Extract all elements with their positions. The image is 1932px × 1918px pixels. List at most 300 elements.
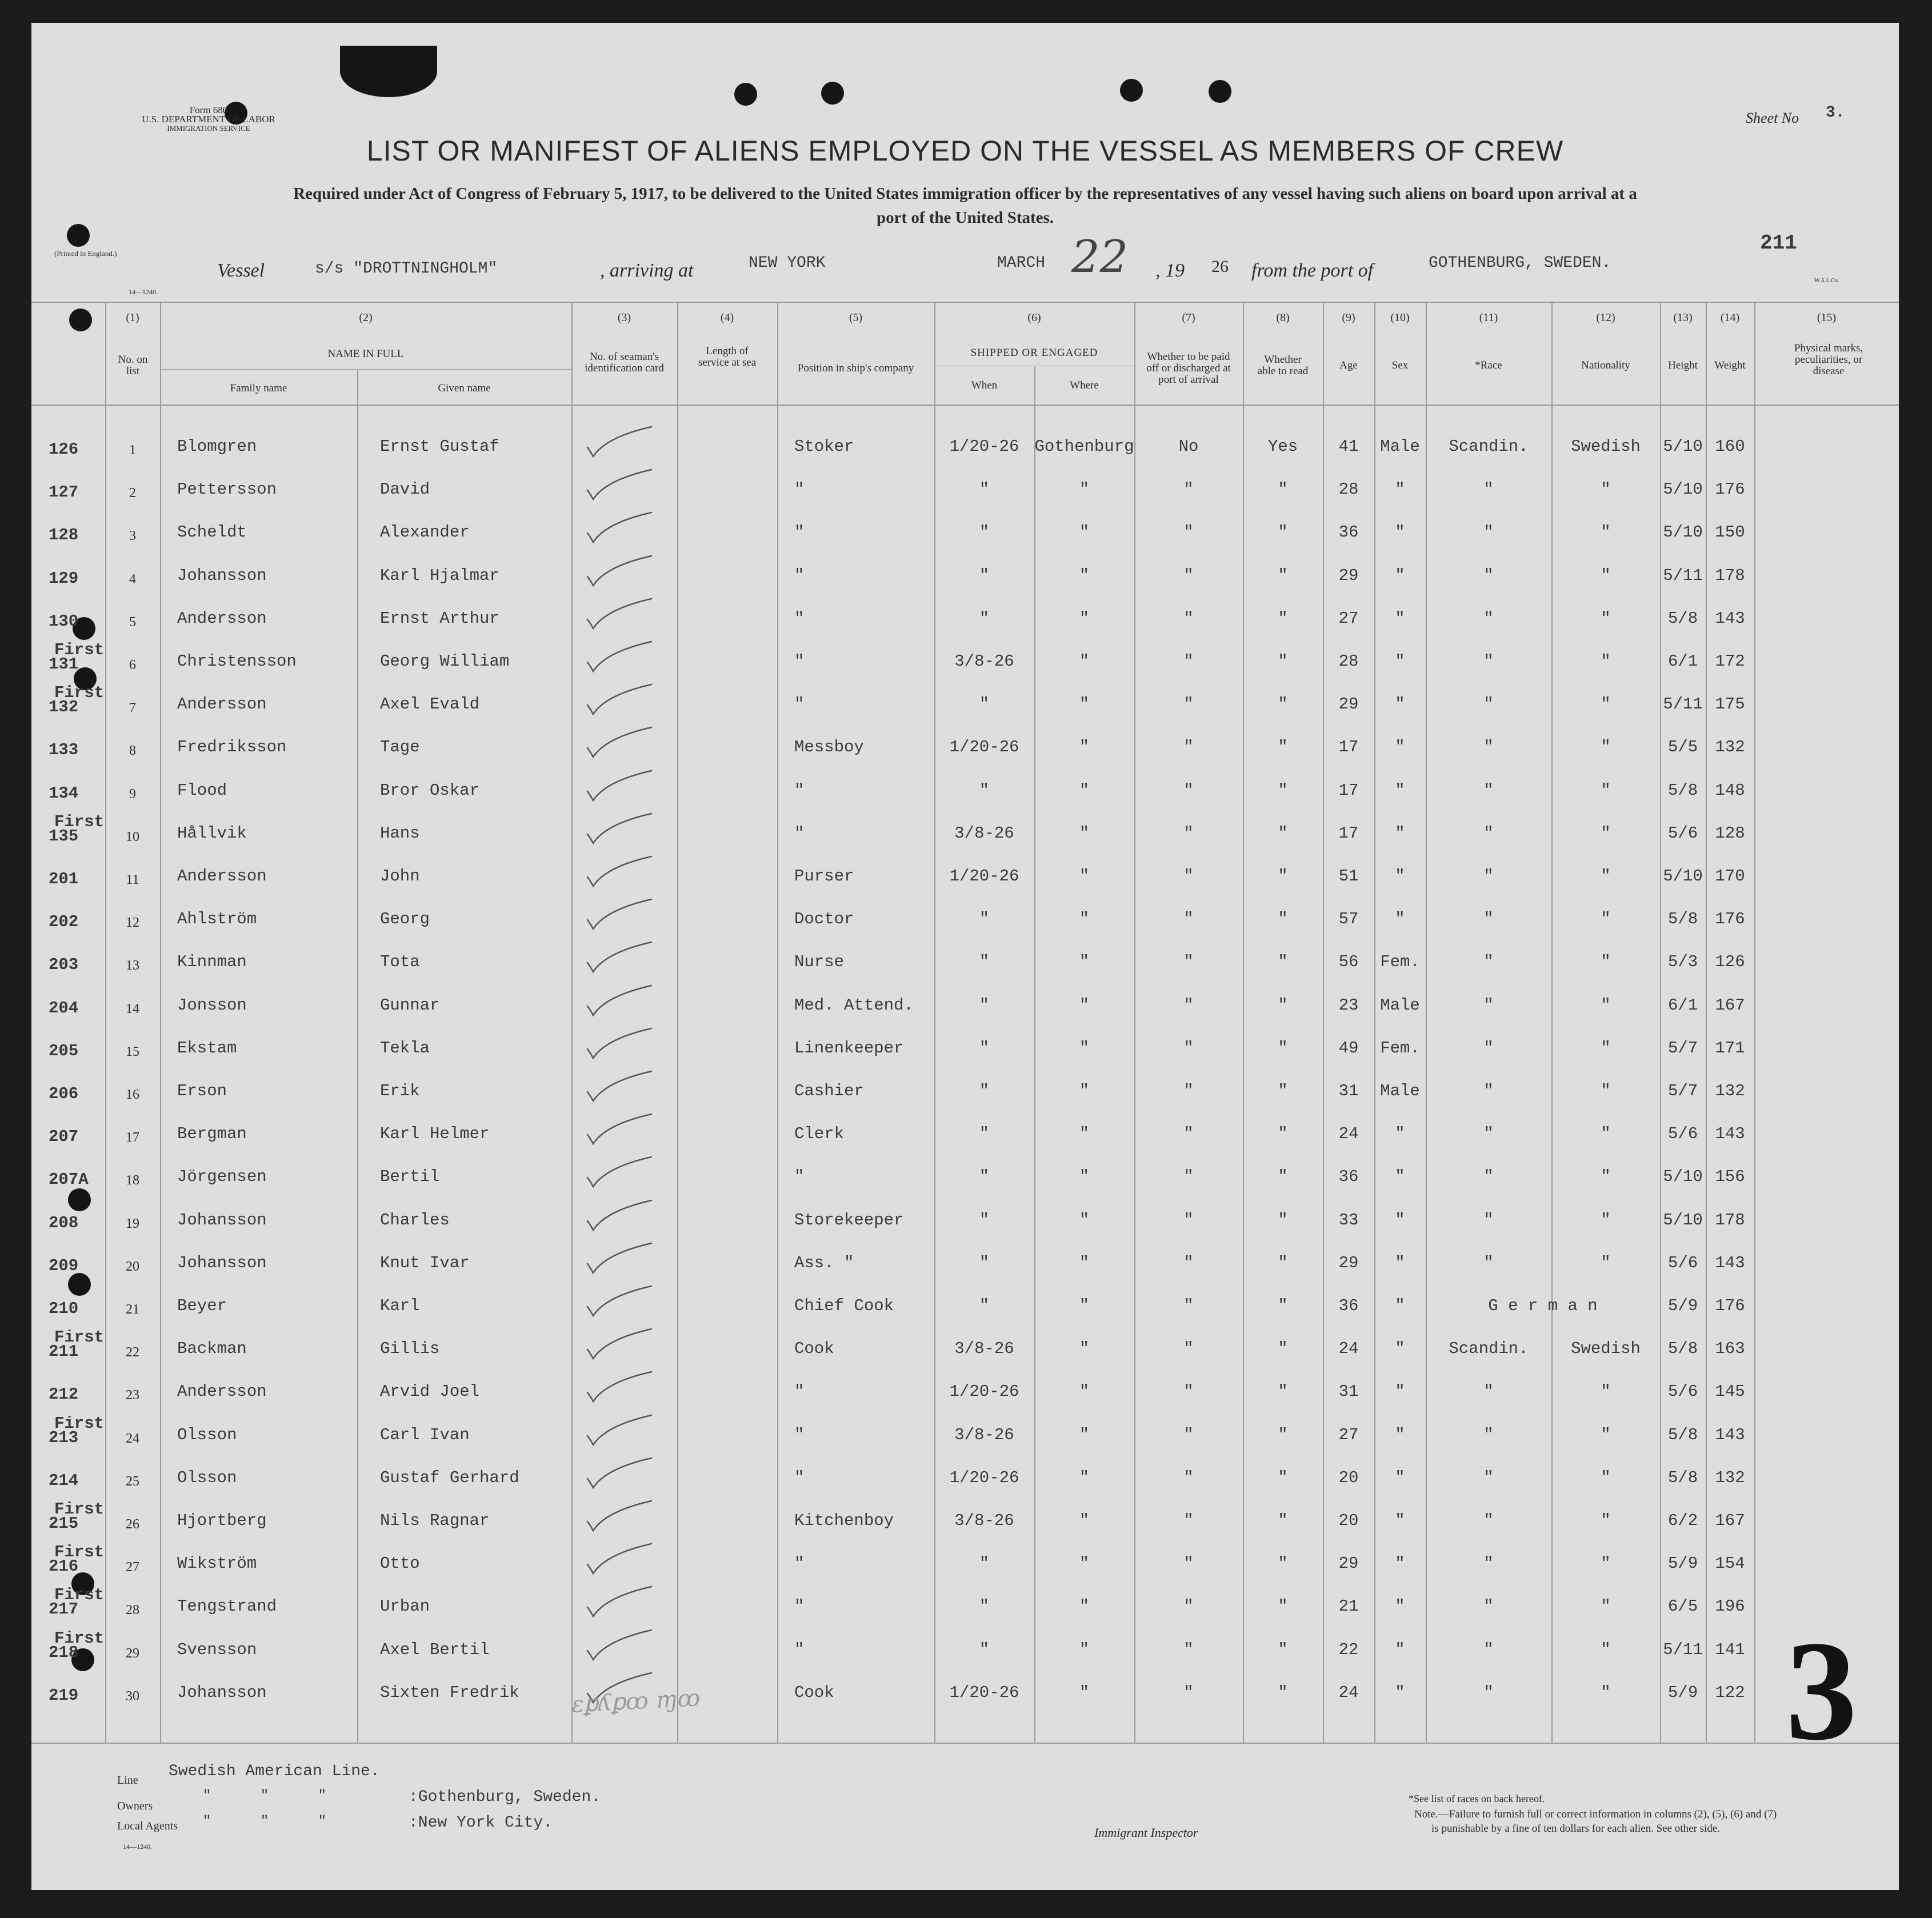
required-line-1: Required under Act of Congress of February 5, 1917, to be delivered to the United States immigration officer by the representatives of any vessel having such aliens on board upon arrival at a: [293, 185, 1637, 203]
colnum-2: (2): [359, 311, 373, 324]
cell-height: 6/5: [1667, 1597, 1698, 1616]
cell-position: ": [794, 695, 805, 714]
header-height: Height: [1668, 359, 1698, 371]
cell-where: ": [1079, 1339, 1090, 1359]
cell-where: ": [1079, 1597, 1090, 1616]
arrival-month: MARCH: [997, 254, 1046, 272]
cell-family: Beyer: [177, 1296, 227, 1315]
cell-where: ": [1079, 1683, 1090, 1702]
from-label: from the port of: [1251, 260, 1374, 281]
cell-paid: ": [1183, 523, 1194, 542]
cell-height: 5/8: [1667, 608, 1698, 628]
cell-where: ": [1079, 1210, 1090, 1230]
department: U.S. DEPARTMENT OF LABOR: [142, 114, 275, 125]
checkmark-icon: [583, 506, 663, 546]
cell-when: 1/20-26: [949, 1382, 1019, 1402]
cell-height: 5/11: [1663, 1640, 1703, 1659]
cell-given: Alexander: [380, 523, 470, 542]
cell-where: ": [1079, 995, 1090, 1015]
cell-given: Bror Oskar: [380, 780, 480, 800]
cell-weight: 196: [1715, 1597, 1745, 1616]
cell-age: 24: [1338, 1124, 1359, 1144]
cell-when: ": [979, 910, 990, 929]
cell-height: 5/6: [1667, 823, 1698, 843]
cell-age: 36: [1338, 1296, 1359, 1315]
cell-given: Axel Evald: [380, 695, 480, 714]
checkmark-icon: [583, 1537, 663, 1577]
cell-no: 27: [126, 1560, 139, 1575]
cell-weight: 171: [1715, 1038, 1745, 1058]
cell-weight: 178: [1715, 566, 1745, 585]
cell-race: ": [1483, 608, 1494, 628]
cell-read: ": [1278, 995, 1288, 1015]
cell-position: ": [794, 1640, 805, 1659]
cell-where: ": [1079, 738, 1090, 757]
row-reference: 128: [49, 526, 79, 545]
cell-weight: 156: [1715, 1167, 1745, 1187]
cell-height: 5/10: [1663, 523, 1703, 542]
cell-age: 17: [1338, 823, 1359, 843]
cell-weight: 160: [1715, 437, 1745, 456]
cell-position: ": [794, 1425, 805, 1444]
punch-hole: [821, 82, 844, 105]
cell-no: 20: [126, 1259, 139, 1274]
cell-nat: ": [1601, 823, 1611, 843]
cell-given: Tage: [380, 738, 420, 757]
cell-when: ": [979, 1296, 990, 1315]
cell-sex: Male: [1380, 1082, 1420, 1100]
colnum-13: (13): [1673, 311, 1693, 324]
header-no-on-list: No. on list: [118, 354, 148, 377]
cell-family: Johansson: [177, 566, 267, 585]
cell-read: ": [1278, 867, 1288, 886]
penalty-note-1: Note.—Failure to furnish full or correct information in columns (2), (5), (6) and (7): [1414, 1808, 1777, 1820]
cell-height: 5/7: [1667, 1082, 1698, 1100]
cell-where: ": [1079, 1511, 1090, 1530]
checkmark-icon: [583, 592, 663, 632]
row-reference: 215: [49, 1514, 79, 1533]
cell-no: 14: [126, 1001, 139, 1016]
cell-family: Jonsson: [177, 995, 247, 1015]
row-reference: 217: [49, 1600, 79, 1619]
cell-when: 1/20-26: [949, 867, 1019, 886]
cell-given: Gustaf Gerhard: [380, 1468, 519, 1487]
cell-paid: ": [1183, 1382, 1194, 1402]
cell-sex: ": [1395, 1468, 1405, 1487]
cell-race: ": [1483, 523, 1494, 542]
header-length-service: Length of service at sea: [698, 345, 757, 369]
cell-height: 5/9: [1667, 1554, 1698, 1573]
cell-weight: 148: [1715, 780, 1745, 800]
cell-family: Johansson: [177, 1253, 267, 1272]
cell-nat: ": [1601, 1640, 1611, 1659]
checkmark-icon: [583, 1279, 663, 1319]
cell-given: Bertil: [380, 1167, 440, 1187]
cell-where: ": [1079, 1167, 1090, 1187]
vessel-label: Vessel: [217, 260, 265, 281]
cell-given: Erik: [380, 1082, 420, 1100]
cell-no: 2: [129, 486, 136, 501]
row-reference: 209: [49, 1256, 79, 1275]
checkmark-icon: [583, 1322, 663, 1362]
cell-where: ": [1079, 867, 1090, 886]
cell-where: ": [1079, 566, 1090, 585]
punch-hole: [69, 309, 92, 331]
cell-read: ": [1278, 823, 1288, 843]
row-reference: 216: [49, 1557, 79, 1576]
cell-given: Gunnar: [380, 995, 440, 1015]
cell-race: ": [1483, 823, 1494, 843]
cell-where: ": [1079, 695, 1090, 714]
cell-nat: ": [1601, 1554, 1611, 1573]
header-nationality: Nationality: [1581, 359, 1630, 371]
inspector-label: Immigrant Inspector: [1094, 1825, 1198, 1840]
cell-age: 36: [1338, 523, 1359, 542]
cell-no: 22: [126, 1345, 139, 1360]
header-race: *Race: [1475, 359, 1502, 371]
cell-age: 27: [1338, 608, 1359, 628]
owners-label: Owners: [117, 1800, 153, 1812]
cell-height: 5/5: [1667, 738, 1698, 757]
cell-weight: 176: [1715, 1296, 1745, 1315]
cell-nat: ": [1601, 780, 1611, 800]
cell-weight: 150: [1715, 523, 1745, 542]
checkmark-icon: [583, 935, 663, 975]
cell-nat: ": [1601, 995, 1611, 1015]
cell-nat: ": [1601, 1382, 1611, 1402]
cell-race: ": [1483, 1253, 1494, 1272]
cell-family: Ekstam: [177, 1038, 237, 1058]
cell-family: Wikström: [177, 1554, 257, 1573]
cell-when: ": [979, 1210, 990, 1230]
cell-when: ": [979, 1554, 990, 1573]
cell-read: ": [1278, 910, 1288, 929]
cell-sex: ": [1395, 1382, 1405, 1402]
colnum-15: (15): [1817, 311, 1837, 324]
row-reference: 207: [49, 1127, 79, 1147]
cell-given: John: [380, 867, 420, 886]
cell-when: ": [979, 1640, 990, 1659]
header-physical-marks: Physical marks, peculiarities, or disease: [1794, 342, 1863, 377]
cell-given: Axel Bertil: [380, 1640, 490, 1659]
cell-no: 3: [129, 528, 136, 544]
cell-no: 4: [129, 571, 136, 587]
cell-height: 5/6: [1667, 1382, 1698, 1402]
year-prefix: , 19: [1155, 260, 1185, 281]
cell-weight: 167: [1715, 1511, 1745, 1530]
cell-sex: Male: [1380, 995, 1420, 1015]
cell-sex: ": [1395, 823, 1405, 843]
cell-paid: ": [1183, 1082, 1194, 1100]
cell-no: 13: [126, 958, 139, 974]
cell-read: ": [1278, 1597, 1288, 1616]
cell-where: ": [1079, 1425, 1090, 1444]
cell-height: 5/8: [1667, 780, 1698, 800]
cell-nat: ": [1601, 1683, 1611, 1702]
cell-read: ": [1278, 1468, 1288, 1487]
cell-age: 27: [1338, 1425, 1359, 1444]
header-name-in-full: NAME IN FULL: [327, 348, 404, 360]
agents-label: Local Agents: [117, 1820, 178, 1832]
colnum-3: (3): [617, 311, 631, 324]
page-title: LIST OR MANIFEST OF ALIENS EMPLOYED ON THE VESSEL AS MEMBERS OF CREW: [366, 135, 1564, 167]
cell-no: 5: [129, 614, 136, 630]
cell-family: Andersson: [177, 695, 267, 714]
cell-age: 20: [1338, 1511, 1359, 1530]
cell-read: ": [1278, 1038, 1288, 1058]
cell-when: 3/8-26: [954, 652, 1014, 671]
cell-no: 1: [129, 443, 136, 458]
cell-sex: ": [1395, 1683, 1405, 1702]
cell-read: ": [1278, 1640, 1288, 1659]
cell-where: ": [1079, 1038, 1090, 1058]
cell-height: 5/3: [1667, 952, 1698, 972]
cell-height: 5/7: [1667, 1038, 1698, 1058]
cell-no: 29: [126, 1645, 139, 1661]
header-weight: Weight: [1714, 359, 1746, 371]
cell-age: 29: [1338, 695, 1359, 714]
cell-family: Erson: [177, 1082, 227, 1100]
row-reference: 134: [49, 783, 79, 803]
cell-family: Blomgren: [177, 437, 257, 456]
cell-read: ": [1278, 1167, 1288, 1187]
row-reference: 135: [49, 826, 79, 846]
cell-paid: ": [1183, 1210, 1194, 1230]
line-label: Line: [117, 1774, 138, 1787]
checkmark-icon: [583, 1064, 663, 1104]
vessel-name: s/s "DROTTNINGHOLM": [315, 260, 498, 278]
cell-position: Chief Cook: [794, 1296, 894, 1315]
cell-sex: ": [1395, 910, 1405, 929]
cell-race: ": [1483, 738, 1494, 757]
cell-paid: ": [1183, 1167, 1194, 1187]
checkmark-icon: [583, 1494, 663, 1534]
punch-hole: [1120, 79, 1143, 102]
cell-height: 5/6: [1667, 1124, 1698, 1144]
cell-paid: No: [1178, 437, 1199, 456]
first-trip-mark: First: [54, 1414, 105, 1433]
cell-sex: ": [1395, 1511, 1405, 1530]
form-code-bottom: 14—1240.: [123, 1843, 152, 1851]
cell-weight: 170: [1715, 867, 1745, 886]
cell-when: ": [979, 1167, 990, 1187]
cell-read: ": [1278, 1082, 1288, 1100]
cell-paid: ": [1183, 867, 1194, 886]
cell-where: ": [1079, 480, 1090, 499]
cell-position: ": [794, 652, 805, 671]
cell-height: 6/2: [1667, 1511, 1698, 1530]
cell-no: 8: [129, 743, 136, 759]
cell-no: 26: [126, 1517, 139, 1532]
cell-when: ": [979, 480, 990, 499]
cell-read: ": [1278, 608, 1288, 628]
cell-when: ": [979, 608, 990, 628]
cell-family: Andersson: [177, 608, 267, 628]
cell-family: Pettersson: [177, 480, 277, 499]
cell-family: Jörgensen: [177, 1167, 267, 1187]
cell-family: Tengstrand: [177, 1597, 277, 1616]
checkmark-icon: [583, 807, 663, 847]
cell-sex: ": [1395, 1554, 1405, 1573]
cell-when: 1/20-26: [949, 437, 1019, 456]
cell-given: Tekla: [380, 1038, 430, 1058]
cell-family: Johansson: [177, 1210, 267, 1230]
cell-height: 5/8: [1667, 910, 1698, 929]
cell-age: 28: [1338, 480, 1359, 499]
colnum-6: (6): [1027, 311, 1041, 324]
cell-where: ": [1079, 1253, 1090, 1272]
header-given-name: Given name: [438, 382, 491, 394]
cell-nat: ": [1601, 480, 1611, 499]
cell-where: ": [1079, 1382, 1090, 1402]
cell-no: 19: [126, 1216, 139, 1231]
checkmark-icon: [583, 1194, 663, 1234]
cell-nat: ": [1601, 952, 1611, 972]
cell-nat: ": [1601, 608, 1611, 628]
row-reference: 126: [49, 440, 79, 459]
cell-nat: ": [1601, 1038, 1611, 1058]
form-identifier: [111, 106, 306, 133]
cell-position: ": [794, 480, 805, 499]
cell-age: 56: [1338, 952, 1359, 972]
cell-weight: 167: [1715, 995, 1745, 1015]
header-position: Position in ship's company: [797, 362, 914, 374]
cell-no: 9: [129, 786, 136, 802]
first-trip-mark: First: [54, 1500, 105, 1519]
header-able-read: Whether able to read: [1257, 354, 1309, 377]
punch-hole: [68, 1273, 91, 1296]
cell-paid: ": [1183, 1468, 1194, 1487]
cell-no: 17: [126, 1130, 139, 1146]
cell-position: Ass. ": [794, 1253, 854, 1272]
cell-given: Georg: [380, 910, 430, 929]
header-where: Where: [1070, 379, 1099, 391]
cell-height: 5/6: [1667, 1253, 1698, 1272]
cell-height: 5/11: [1663, 566, 1703, 585]
cell-read: ": [1278, 1210, 1288, 1230]
cell-age: 29: [1338, 566, 1359, 585]
checkmark-icon: [583, 979, 663, 1019]
cell-weight: 154: [1715, 1554, 1745, 1573]
cell-given: Hans: [380, 823, 420, 843]
cell-nat: ": [1601, 566, 1611, 585]
cell-sex: ": [1395, 523, 1405, 542]
cell-sex: ": [1395, 1425, 1405, 1444]
cell-where: ": [1079, 1296, 1090, 1315]
agents-ditto: " " ": [203, 1814, 327, 1829]
cell-weight: 126: [1715, 952, 1745, 972]
cell-position: ": [794, 566, 805, 585]
cell-race-nationality: G e r m a n: [1488, 1296, 1598, 1315]
header-bottom-rule: [31, 405, 1899, 406]
colnum-9: (9): [1342, 311, 1355, 324]
checkmark-icon: [583, 1451, 663, 1491]
cell-paid: ": [1183, 1038, 1194, 1058]
row-reference: 202: [49, 912, 79, 932]
header-family-name: Family name: [230, 382, 287, 394]
cell-nat: ": [1601, 695, 1611, 714]
cell-weight: 143: [1715, 1425, 1745, 1444]
cell-paid: ": [1183, 1124, 1194, 1144]
table-top-rule: [31, 302, 1899, 303]
cell-when: ": [979, 1253, 990, 1272]
cell-where: ": [1079, 1468, 1090, 1487]
row-reference: 203: [49, 955, 79, 975]
cell-read: ": [1278, 1554, 1288, 1573]
cell-paid: ": [1183, 1511, 1194, 1530]
cell-given: Knut Ivar: [380, 1253, 470, 1272]
cell-paid: ": [1183, 695, 1194, 714]
departure-port: GOTHENBURG, SWEDEN.: [1429, 254, 1611, 272]
cell-read: ": [1278, 1339, 1288, 1359]
cell-sex: ": [1395, 1339, 1405, 1359]
cell-family: Christensson: [177, 652, 297, 671]
cell-given: Sixten Fredrik: [380, 1683, 519, 1702]
cell-read: ": [1278, 652, 1288, 671]
cell-position: Stoker: [794, 437, 854, 456]
cell-race: ": [1483, 910, 1494, 929]
cell-sex: ": [1395, 1296, 1405, 1315]
cell-race: Scandin.: [1449, 1339, 1529, 1359]
cell-read: ": [1278, 1425, 1288, 1444]
cell-age: 17: [1338, 780, 1359, 800]
punch-hole: [68, 1188, 91, 1211]
cell-weight: 132: [1715, 1468, 1745, 1487]
cell-race: ": [1483, 695, 1494, 714]
cell-paid: ": [1183, 480, 1194, 499]
cell-nat: ": [1601, 1425, 1611, 1444]
cell-age: 33: [1338, 1210, 1359, 1230]
cell-paid: ": [1183, 1597, 1194, 1616]
cell-position: Cashier: [794, 1082, 864, 1100]
cell-nat: ": [1601, 1253, 1611, 1272]
first-trip-mark: First: [54, 812, 105, 831]
row-reference: 213: [49, 1428, 79, 1447]
name-subrule: [160, 369, 571, 370]
cell-weight: 175: [1715, 695, 1745, 714]
arrival-day: 22: [1071, 231, 1129, 283]
cell-race: ": [1483, 995, 1494, 1015]
cell-position: Messboy: [794, 738, 864, 757]
cell-position: Cook: [794, 1339, 834, 1359]
colnum-10: (10): [1390, 311, 1410, 324]
cell-age: 24: [1338, 1683, 1359, 1702]
cell-age: 17: [1338, 738, 1359, 757]
cell-given: Charles: [380, 1210, 450, 1230]
cell-given: Ernst Gustaf: [380, 437, 499, 456]
cell-when: 3/8-26: [954, 1425, 1014, 1444]
cell-given: David: [380, 480, 430, 499]
cell-where: ": [1079, 1082, 1090, 1100]
cell-sex: ": [1395, 867, 1405, 886]
race-note: *See list of races on back hereof.: [1409, 1793, 1545, 1804]
manifest-sheet: [31, 23, 1899, 1890]
cell-when: ": [979, 1124, 990, 1144]
penalty-note-2: is punishable by a fine of ten dollars for each alien. See other side.: [1431, 1823, 1720, 1835]
cell-no: 21: [126, 1302, 139, 1317]
cell-paid: ": [1183, 1296, 1194, 1315]
first-trip-mark: First: [54, 1328, 105, 1347]
cell-nat: ": [1601, 1167, 1611, 1187]
cell-position: Purser: [794, 867, 854, 886]
cell-no: 7: [129, 700, 136, 716]
row-reference: 132: [49, 698, 79, 717]
cell-when: ": [979, 780, 990, 800]
arrival-port: NEW YORK: [749, 254, 826, 272]
cell-no: 25: [126, 1473, 139, 1489]
owners-value: :Gothenburg, Sweden.: [409, 1788, 601, 1806]
cell-no: 23: [126, 1388, 139, 1403]
